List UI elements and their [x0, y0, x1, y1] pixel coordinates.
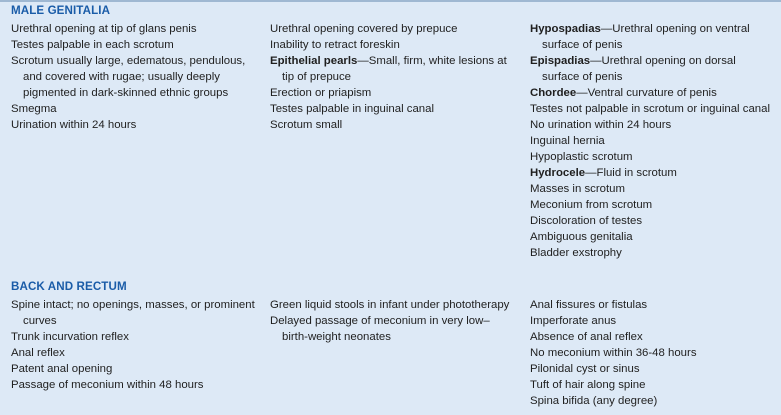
item-text: Testes palpable in each scrotum	[11, 39, 174, 51]
list-item	[270, 85, 515, 101]
item-text: Absence of anal reflex	[530, 331, 643, 343]
list-item	[530, 85, 775, 101]
list-item	[270, 53, 515, 85]
list-item	[11, 37, 256, 53]
item-text: Testes palpable in inguinal canal	[270, 103, 435, 115]
item-text: Spine intact; no openings, masses, or prominent curves	[11, 299, 255, 327]
section-title: BACK AND RECTUM	[11, 280, 127, 293]
list-item	[530, 101, 775, 117]
item-text: Testes not palpable in scrotum or inguinal canal	[530, 103, 770, 115]
list-item	[270, 37, 515, 53]
list-item	[530, 149, 775, 165]
list-item	[530, 53, 775, 85]
item-term: Hypospadias	[530, 23, 601, 35]
list-item	[530, 361, 775, 377]
item-text: —Fluid in scrotum	[585, 167, 677, 179]
item-text: Discoloration of testes	[530, 215, 643, 227]
item-text: Smegma	[11, 103, 57, 115]
list-item	[530, 297, 775, 313]
list-item	[530, 133, 775, 149]
item-text: Ambiguous genitalia	[530, 231, 633, 243]
item-text: Pilonidal cyst or sinus	[530, 363, 640, 375]
list-item	[530, 377, 775, 393]
list-item	[530, 313, 775, 329]
item-text: Green liquid stools in infant under phototherapy	[270, 299, 510, 311]
list-item	[530, 245, 775, 261]
section-title: MALE GENITALIA	[11, 4, 111, 17]
item-term: Hydrocele	[530, 167, 586, 179]
column-abnormal	[530, 21, 775, 261]
item-text: —Urethral opening on ventral surface of penis	[542, 23, 750, 51]
item-text: Hypoplastic scrotum	[530, 151, 633, 163]
list-item	[530, 197, 775, 213]
list-item	[11, 377, 256, 393]
column-variations	[270, 297, 515, 345]
list-item	[11, 345, 256, 361]
item-text: Passage of meconium within 48 hours	[11, 379, 204, 391]
item-text: Spina bifida (any degree)	[530, 395, 658, 407]
list-item	[11, 21, 256, 37]
item-text: Meconium from scrotum	[530, 199, 653, 211]
list-item	[11, 329, 256, 345]
list-item	[530, 117, 775, 133]
item-text: Urination within 24 hours	[11, 119, 137, 131]
top-rule	[0, 0, 781, 2]
item-text: Anal reflex	[11, 347, 65, 359]
item-term: Epispadias	[530, 55, 591, 67]
list-item	[530, 165, 775, 181]
column-normal	[11, 21, 256, 133]
list-item	[11, 361, 256, 377]
list-item	[270, 297, 515, 313]
item-text: Inguinal hernia	[530, 135, 605, 147]
item-text: Inability to retract foreskin	[270, 39, 400, 51]
list-item	[270, 101, 515, 117]
item-text: Scrotum usually large, edematous, pendulous, and covered with rugae; usually deeply pigmented in dark-skinned ethnic groups	[11, 55, 246, 99]
column-normal	[11, 297, 256, 393]
item-text: Bladder exstrophy	[530, 247, 622, 259]
list-item	[270, 313, 515, 345]
item-text: Scrotum small	[270, 119, 343, 131]
list-item	[530, 213, 775, 229]
list-item	[530, 229, 775, 245]
list-item	[530, 329, 775, 345]
item-text: Urethral opening covered by prepuce	[270, 23, 458, 35]
item-text: Patent anal opening	[11, 363, 113, 375]
item-text: Delayed passage of meconium in very low–birth-weight neonates	[270, 315, 490, 343]
list-item	[11, 117, 256, 133]
list-item	[11, 297, 256, 329]
item-text: No urination within 24 hours	[530, 119, 672, 131]
list-item	[530, 393, 775, 409]
list-item	[11, 101, 256, 117]
item-term: Chordee	[530, 87, 577, 99]
item-text: Erection or priapism	[270, 87, 372, 99]
item-text: Imperforate anus	[530, 315, 617, 327]
column-variations	[270, 21, 515, 133]
list-item	[530, 21, 775, 53]
item-term: Epithelial pearls	[270, 55, 358, 67]
list-item	[270, 117, 515, 133]
item-text: Tuft of hair along spine	[530, 379, 646, 391]
item-text: Trunk incurvation reflex	[11, 331, 129, 343]
item-text: Masses in scrotum	[530, 183, 625, 195]
list-item	[530, 181, 775, 197]
list-item	[270, 21, 515, 37]
item-text: No meconium within 36-48 hours	[530, 347, 697, 359]
list-item	[530, 345, 775, 361]
item-text: Anal fissures or fistulas	[530, 299, 648, 311]
item-text: —Urethral opening on dorsal surface of penis	[542, 55, 736, 83]
item-text: —Small, firm, white lesions at tip of prepuce	[282, 55, 507, 83]
item-text: Urethral opening at tip of glans penis	[11, 23, 197, 35]
column-abnormal	[530, 297, 775, 409]
item-text: —Ventral curvature of penis	[576, 87, 717, 99]
list-item	[11, 53, 256, 101]
